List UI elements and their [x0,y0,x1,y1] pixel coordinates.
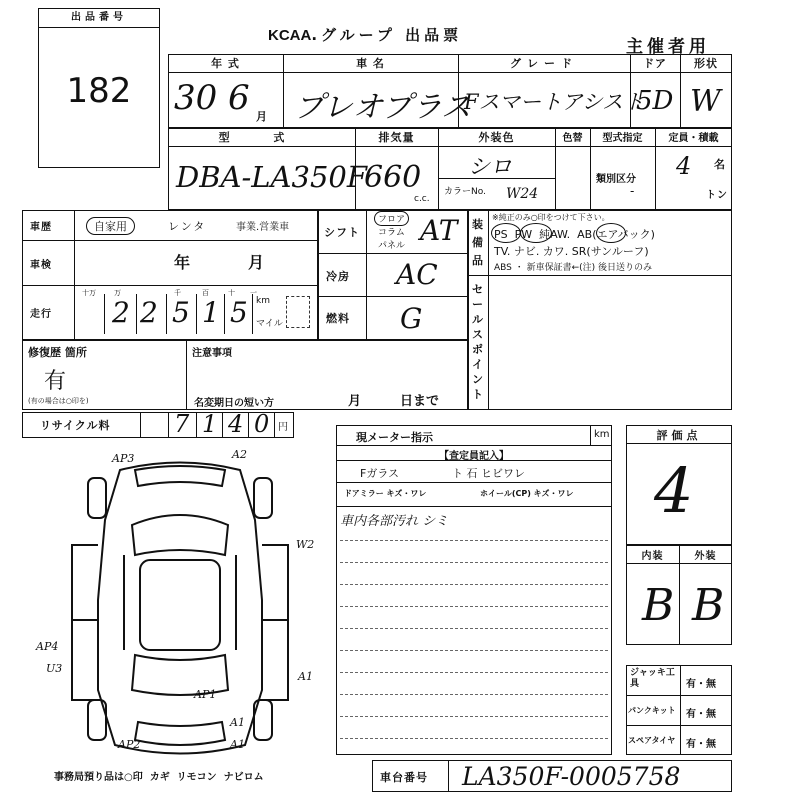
color-change-label: 色替 [562,133,583,144]
color-no-label: カラーNo. [444,187,486,197]
front-bumper [135,466,225,486]
fuel-label: 燃料 [326,312,350,325]
mark-ap3: AP3 [112,452,135,465]
color-label: 外装色 [478,131,515,144]
km-label: km [256,296,270,306]
brand-logo: KCAA [268,27,312,44]
shift-option-floor: フロア [374,211,409,226]
repair-value: 有 [44,369,67,394]
history-label: 車歴 [30,222,52,233]
jack-value: 有・無 [686,679,716,690]
lot-number-label: 出品番号 [39,9,159,28]
glass-label: Fガラス [360,467,399,480]
equipment-line1: PS PW 純AW. AB(エアバック) [494,228,655,241]
sales-point-label: セールスポイント [472,283,484,401]
organizer-label: 主催者用 [626,37,710,57]
car-left-side [72,545,98,700]
jack-label: ジャッキ工具 [630,668,675,689]
car-roof [140,560,220,650]
displacement-unit: c.c. [414,194,430,204]
expiry-label: 名変期日の短い方 [194,398,274,409]
mileage-unit-1: 一 [250,289,257,297]
recycle-digit-1: 7 [174,410,190,438]
grade-label: グレード [510,57,578,70]
mileage-unit-100: 百 [202,289,209,297]
aircon-value: AC [396,258,438,291]
car-body-outline [98,463,262,754]
displacement-value: 660 [364,160,422,195]
model-value: DBA-LA350F [176,160,367,194]
exterior-label: 外装 [694,551,717,562]
mileage-digit-2: 2 [140,296,158,329]
shift-value: AT [420,214,458,247]
mark-ap4: AP4 [36,640,59,653]
model-label: 型 式 [218,131,305,144]
inspection-label: 車検 [30,260,52,271]
glass-options: ト 石 ヒビワレ [452,467,525,480]
recycle-unit: 円 [278,422,288,433]
aircon-label: 冷房 [326,270,350,283]
meter-label: 現メーター指示 [356,431,433,444]
inspector-label: 【査定員記入】 [439,451,509,462]
recycle-digit-2: 1 [202,410,218,438]
car-name-label: 車 名 [356,57,385,70]
mark-ap1: AP1 [194,688,217,701]
mileage-digit-1: 2 [112,296,130,329]
shape-value: W [690,84,721,119]
equipment-line3: ABS ・ 新車保証書←(注) 後日送りのみ [494,263,653,273]
mark-ap2: AP2 [118,738,141,751]
wheel-label: ホイール(CP) キズ・ワレ [480,489,574,498]
mark-w2: W2 [296,538,315,551]
shift-option-column: コラム [378,228,405,238]
inspection-month: 月 [248,253,265,272]
car-front-window [132,515,228,555]
puncture-value: 有・無 [686,709,716,720]
displacement-label: 排気量 [378,131,415,144]
score-value: 4 [654,454,694,527]
ton-unit: トン [706,190,728,201]
year-label: 年 式 [211,57,240,70]
shift-option-panel: パネル [378,241,406,251]
recycle-digit-4: 0 [254,410,270,438]
chassis-value: LA350F-0005758 [462,762,681,791]
mileage-digit-3: 5 [172,296,190,329]
mile-label: マイル [256,319,283,329]
rear-bumper [135,722,225,745]
mileage-digit-5: 5 [230,296,248,329]
spare-value: 有・無 [686,739,716,750]
mark-a1-right: A1 [298,670,313,683]
mileage-digit-4: 1 [202,296,220,329]
recycle-label: リサイクル料 [40,419,111,432]
mark-a2: A2 [232,448,247,461]
recycle-digit-3: 4 [228,410,244,438]
mileage-unit-100k: 十万 [82,289,96,297]
interior-label: 内装 [641,551,664,562]
expiry-day: 日まで [400,394,440,409]
grade-value: Fスマートアシスト [464,90,645,114]
repair-note: (有の場合は○印を) [28,397,89,405]
shift-label: シフト [324,226,360,239]
inspector-note: 車内各部汚れ シミ [340,514,449,529]
equipment-note: ※純正のみ○印をつけて下さい。 [492,213,610,222]
mileage-unit-1k: 千 [174,289,181,297]
shape-label: 形状 [694,57,718,70]
spare-label: スペアタイヤ [628,736,676,745]
fuel-value: G [400,302,423,335]
capacity-value: 4 [676,152,692,180]
mark-u3: U3 [46,662,63,675]
capacity-unit: 名 [714,158,726,171]
chassis-label: 車台番号 [380,771,428,784]
expiry-month: 月 [348,394,362,409]
history-option-rental: レンタ [168,220,207,233]
mark-a1-side: A1 [230,716,245,729]
door-value: 5D [636,86,674,116]
repair-label: 修復歴 箇所 [28,346,87,359]
score-label: 評価点 [656,429,702,442]
cert-label: 型式指定 [602,133,643,144]
office-note: 事務局預り品は○印 カギ リモコン ナビロム [54,772,264,783]
car-right-side [262,545,288,700]
right-front-wheel [254,478,272,518]
door-label: ドア [643,57,667,70]
mirror-label: ドアミラー キズ・ワレ [344,489,427,498]
month-unit: 月 [256,110,268,123]
mark-a1-bottom: A1 [230,738,245,751]
mileage-unit-10: 十 [228,289,235,297]
lot-number-value: 182 [66,71,132,111]
left-front-wheel [88,478,106,518]
mileage-unit-10k: 万 [114,289,121,297]
class-label: 類別区分 [596,174,636,185]
caution-label: 注意事項 [192,348,232,359]
year-value: 30 [174,78,218,118]
title-text: .グループ 出品票 [311,26,463,44]
inspection-year: 年 [174,253,191,272]
mileage-label: 走行 [30,309,52,320]
history-option-private: 自家用 [86,217,135,235]
exterior-value: B [692,580,725,631]
equipment-line2: TV. ナビ. カワ. SR(サンルーフ) [494,245,649,258]
color-value: シロ [468,155,513,180]
class-value: - [630,184,635,198]
meter-unit: km [594,429,610,440]
equipment-vertical-label: 装備品 [472,218,484,267]
month-value: 6 [228,78,250,118]
car-name-value: プレオプラス [294,90,471,125]
puncture-label: パンクキット [628,706,676,715]
capacity-label: 定員・積載 [668,133,719,144]
color-no-value: W24 [506,186,539,202]
history-option-business: 事業.営業車 [236,222,290,233]
interior-value: B [642,580,675,631]
